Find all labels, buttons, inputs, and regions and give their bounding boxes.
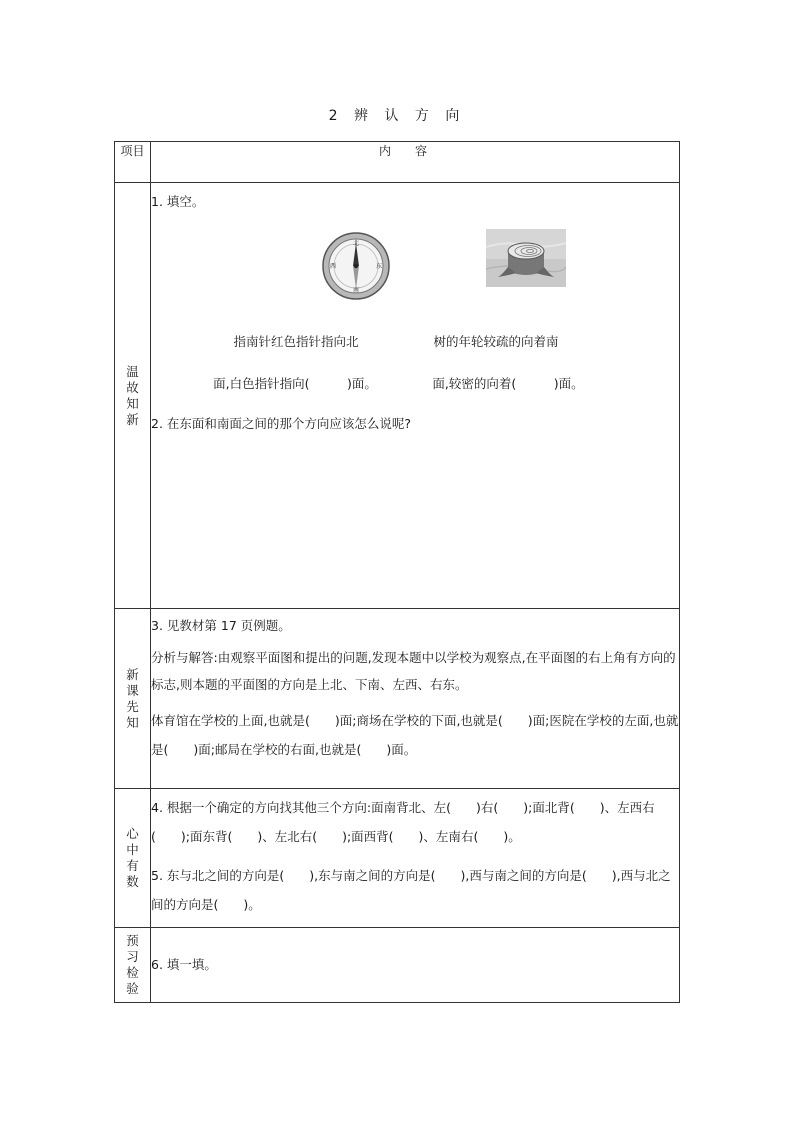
q5-text: 5. 东与北之间的方向是( ),东与南之间的方向是( ),西与南之间的方向是( ),西与北之间的方向是( )。 <box>151 868 671 912</box>
header-content: 内容 <box>151 142 680 183</box>
q1-caption-right-1: 树的年轮较疏的向着南 <box>433 334 559 349</box>
q2-text: 2. 在东面和南面之间的那个方向应该怎么说呢? <box>151 416 412 431</box>
tree-stump-image <box>486 229 566 287</box>
q3-heading: 3. 见教材第 17 页例题。 <box>151 618 291 633</box>
worksheet-table <box>114 141 680 1003</box>
q1-caption-right-2: 面,较密的向着( )面。 <box>432 376 584 391</box>
q1-figures <box>151 211 679 329</box>
header-row <box>115 142 680 183</box>
mind-content <box>151 789 680 928</box>
section-review <box>115 183 680 609</box>
q1-captions <box>151 329 679 413</box>
compass-e: 东 <box>375 263 383 270</box>
q6-text: 6. 填一填。 <box>151 957 217 972</box>
q1-heading: 1. 填空。 <box>151 194 205 209</box>
section-new-lesson <box>115 609 680 789</box>
q3-answer: 体育馆在学校的上面,也就是( )面;商场在学校的下面,也就是( )面;医院在学校的左面,也就是( )面;邮局在学校的右面,也就是( )面。 <box>151 713 679 757</box>
compass-w: 西 <box>329 263 337 270</box>
q4-text: 4. 根据一个确定的方向找其他三个方向:面南背北、左( )右( );面北背( )、左西右( );面东背( )、左北右( );面西背( )、左南右( )。 <box>151 800 655 844</box>
section-mind <box>115 789 680 928</box>
q3-analysis: 分析与解答:由观察平面图和提出的问题,发现本题中以学校为观察点,在平面图的右上角有方向的标志,则本题的平面图的方向是上北、下南、左西、右东。 <box>151 650 676 692</box>
q1-caption-left-2: 面,白色指针指向( )面。 <box>213 376 377 391</box>
header-project: 项目 <box>115 142 151 183</box>
q1-caption-left-1: 指南针红色指针指向北 <box>233 334 359 349</box>
preview-check-content <box>151 928 680 1003</box>
compass-n: 北 <box>352 240 360 247</box>
review-content <box>151 183 680 609</box>
section-preview-check <box>115 928 680 1003</box>
new-lesson-content <box>151 609 680 789</box>
page-title: 2 辨 认 方 向 <box>328 108 466 124</box>
section-label-preview-check: 预 习 检 验 <box>115 928 151 1003</box>
section-label-mind: 心 中 有 数 <box>115 789 151 928</box>
section-label-new-lesson: 新 课 先 知 <box>115 609 151 789</box>
compass-icon <box>321 231 391 301</box>
compass-s: 南 <box>352 287 360 294</box>
section-label-review: 温 故 知 新 <box>115 183 151 609</box>
